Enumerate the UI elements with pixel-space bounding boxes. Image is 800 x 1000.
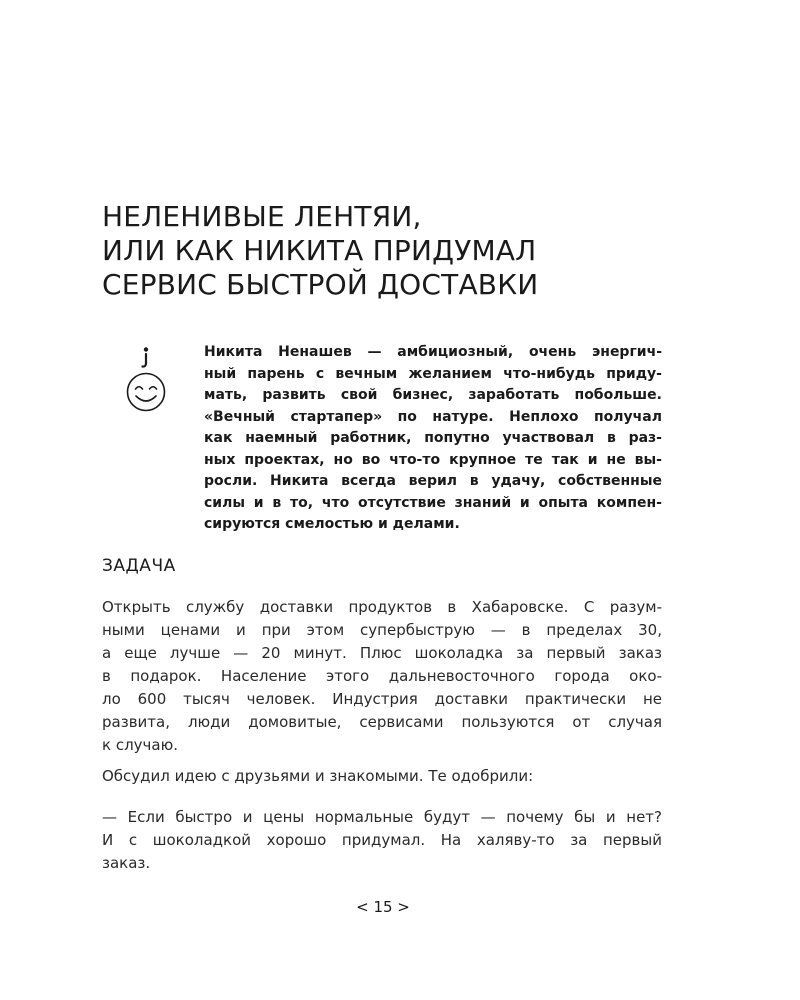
discussion-paragraph <box>102 765 662 788</box>
intro-line: как наемный работник, попутно участвовал в раз- <box>204 430 662 446</box>
paragraph-line: — Если быстро и цены нормальные будут — почему бы и нет? <box>102 808 662 826</box>
smiley-face-icon <box>121 346 171 412</box>
chapter-title-line: СЕРВИС БЫСТРОЙ ДОСТАВКИ <box>102 268 539 301</box>
section-heading-task: ЗАДАЧА <box>102 556 176 576</box>
paragraph-line: Обсудил идею с друзьями и знакомыми. Те одобрили: <box>102 767 534 785</box>
intro-line: ный парень с вечным желанием что-нибудь приду- <box>204 365 662 382</box>
paragraph-line: ными ценами и при этом супербыструю — в пределах 30, <box>102 621 662 639</box>
paragraph-line: И с шоколадкой хорошо придумал. На халяву-то за первый <box>102 831 662 849</box>
chapter-title-line: ИЛИ КАК НИКИТА ПРИДУМАЛ <box>102 234 537 267</box>
intro-line: «Вечный стартапер» по натуре. Неплохо получал <box>204 408 662 425</box>
paragraph-line: развита, люди домовитые, сервисами пользуются от случая <box>102 713 662 731</box>
dialogue-paragraph <box>102 806 662 875</box>
paragraph-line: заказ. <box>102 854 151 872</box>
intro-line: Никита Ненашев — амбициозный, очень энергич- <box>204 344 662 360</box>
intro-line: росли. Никита всегда верил в удачу, собственные <box>204 473 662 489</box>
page-number: < 15 > <box>356 898 410 916</box>
paragraph-line: в подарок. Население этого дальневосточного города око- <box>102 667 662 685</box>
chapter-title-line: НЕЛЕНИВЫЕ ЛЕНТЯИ, <box>102 200 422 233</box>
intro-line: мать, развить свой бизнес, заработать побольше. <box>204 387 662 403</box>
paragraph-line: а еще лучше — 20 минут. Плюс шоколадка за первый заказ <box>102 644 662 662</box>
intro-line: сируются смелостью и делами. <box>204 516 460 532</box>
paragraph-line: ло 600 тысяч человек. Индустрия доставки практически не <box>102 690 662 708</box>
character-intro <box>204 342 662 536</box>
intro-line: ных проектах, но во что-то крупное те так и не вы- <box>204 451 662 468</box>
paragraph-line: к случаю. <box>102 736 178 754</box>
intro-line: силы и в то, что отсутствие знаний и опыта компен- <box>204 494 662 511</box>
paragraph-line: Открыть службу доставки продуктов в Хабаровске. С разум- <box>102 598 662 616</box>
task-paragraph <box>102 596 662 757</box>
chapter-title <box>102 200 702 302</box>
